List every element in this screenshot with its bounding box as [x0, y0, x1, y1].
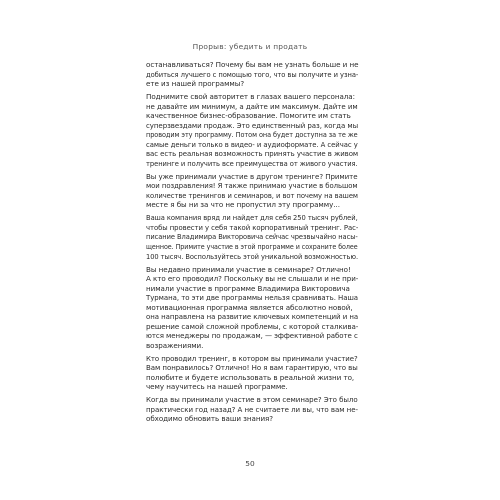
paragraph: [146, 92, 358, 168]
paragraph: [146, 354, 358, 392]
text-line: вас есть реальная возможность принять участие в живом: [146, 149, 359, 159]
paragraph: [146, 60, 358, 89]
paragraph: [146, 395, 358, 424]
text-line: чтобы провести у себя такой корпоративный тренинг. Рас-: [146, 222, 359, 232]
text-line: мои поздравления! Я также принимаю участие в большом: [146, 181, 358, 191]
text-line: практически год назад? А не считаете ли вы, что вам не-: [146, 404, 359, 414]
text-line: полюбите и будете использовать в реальной жизни то,: [146, 372, 355, 382]
text-line: суперзвездами продаж. Это единственный раз, когда мы: [146, 120, 359, 130]
text-line: 100 тысяч. Воспользуйтесь этой уникальной возможностью.: [146, 251, 359, 261]
paragraph: [146, 213, 358, 261]
text-line: обходимо обновить ваши знания?: [146, 414, 274, 424]
text-line: решение самой сложной проблемы, с которой сталкива-: [146, 321, 359, 331]
text-line: качественное бизнес-образование. Помогите им стать: [146, 111, 351, 121]
text-line: Турмана, то эти две программы нельзя сравнивать. Наша: [146, 293, 359, 303]
text-line: Когда вы принимали участие в этом семинаре? Это было: [146, 395, 358, 405]
page-number: 50: [245, 459, 255, 468]
text-line: количестве тренингов и семинаров, и вот почему на вашем: [146, 190, 358, 200]
text-line: Ваша компания вряд ли найдет для себя 250 тысяч рублей,: [146, 213, 358, 223]
text-line: тренинге и получить все преимущества от живого участия.: [146, 158, 358, 168]
text-line: Вы уже принимали участие в другом тренинге? Примите: [146, 171, 358, 181]
text-line: мотивационная программа является абсолютно новой,: [146, 302, 353, 312]
text-line: проводим эту программу. Потом она будет доступна за те же: [146, 130, 358, 140]
text-line: не давайте им минимум, а дайте им максимум. Дайте им: [146, 101, 358, 111]
text-line: останавливаться? Почему бы вам не узнать больше и не: [146, 60, 359, 69]
text-line: возражениями.: [146, 340, 204, 350]
text-line: самые деньги только в видео- и аудиоформате. А сейчас у: [146, 139, 358, 149]
running-head: Прорыв: убедить и продать: [192, 42, 308, 51]
text-line: месте я бы ни за что не пропустил эту программу...: [146, 200, 340, 210]
text-line: чему научитесь на нашей программе.: [146, 382, 288, 392]
text-line: щенное. Примите участие в этой программе и сохраните более: [146, 242, 358, 252]
text-line: Поднимите свой авторитет в глазах вашего персонала:: [146, 92, 355, 102]
text-line: ете из нашей программы?: [146, 79, 245, 89]
text-line: ются менеджеры по продажам, — эффективной работе с: [146, 331, 358, 341]
text-line: добиться лучшего с помощью того, что вы получите и узна-: [146, 69, 359, 79]
body-text: [146, 60, 358, 427]
text-line: Вы недавно принимали участие в семинаре? Отлично!: [146, 264, 351, 274]
text-line: она направлена на развитие ключевых компетенций и на: [146, 312, 359, 322]
paragraph: [146, 172, 358, 210]
text-line: нимали участие в программе Владимира Викторовича: [146, 283, 350, 293]
text-line: Вам понравилось? Отлично! Но я вам гарантирую, что вы: [146, 363, 358, 373]
text-line: А кто его проводил? Поскольку вы не слышали и не при-: [146, 274, 359, 284]
text-line: писание Владимира Викторовича сейчас чрезвычайно насы-: [146, 232, 358, 242]
text-line: Кто проводил тренинг, в котором вы принимали участие?: [146, 353, 358, 363]
paragraph: [146, 265, 358, 351]
